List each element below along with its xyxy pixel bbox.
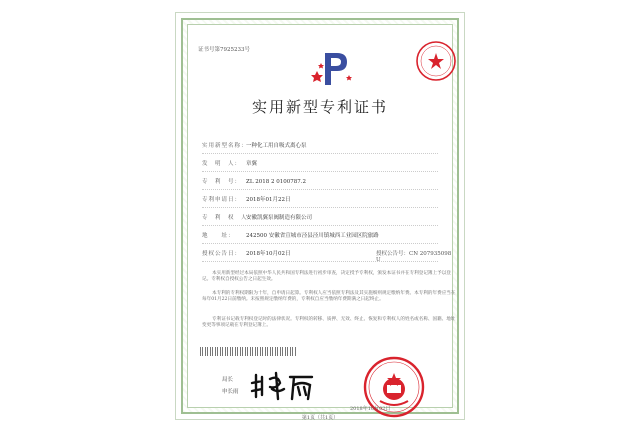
divider xyxy=(202,261,438,262)
certificate-paragraph-2: 本专利的专利权期限为十年，自申请日起算。专利权人应当依照专利法及其实施细则规定缴纳年费。本专利的年费应当在每年01月22日前缴纳。未按照规定缴纳年费的，专利权自应当缴纳年费期满之日起终止。 xyxy=(202,291,456,303)
field-value: 章翼 xyxy=(246,161,258,167)
certificate-border xyxy=(181,18,459,421)
field-label: 专 利 号： xyxy=(202,179,242,185)
divider xyxy=(202,153,438,154)
barcode xyxy=(200,347,296,356)
page-footer: 第1页（共1页） xyxy=(301,415,339,421)
field-value: 2018年10月02日 xyxy=(246,251,291,257)
field-label: 地 址： xyxy=(202,233,235,239)
field-value: 一种化工用自吸式离心泵 xyxy=(246,143,307,149)
certificate-number: 证书号第7925233号 xyxy=(198,47,250,53)
patent-certificate xyxy=(175,12,465,420)
field-application-date xyxy=(202,195,291,203)
field-label: 发 明 人： xyxy=(202,161,242,167)
field-utility-name xyxy=(202,141,307,149)
certificate-title: 实用新型专利证书 xyxy=(251,98,388,116)
divider xyxy=(202,243,438,244)
field-value: ZL 2018 2 0100787.2 xyxy=(246,179,306,185)
divider xyxy=(202,207,438,208)
seal-date: 2018年10月02日 xyxy=(350,406,391,412)
field-value: 242500 安徽省宣城市泾县泾川镇城西工业园区院旅路 xyxy=(246,233,379,239)
field-value: 2018年01月22日 xyxy=(246,197,291,203)
field-patentee xyxy=(202,213,312,221)
director-title: 局长 xyxy=(222,377,234,383)
director-name: 申长雨 xyxy=(222,389,239,395)
patent-stamp-icon xyxy=(414,39,458,83)
field-label: 授权公告日： xyxy=(202,251,242,257)
certificate-body xyxy=(187,24,456,421)
divider xyxy=(202,225,438,226)
field-inventor xyxy=(202,159,257,167)
field-label: 专利申请日： xyxy=(202,197,242,203)
field-grant-date xyxy=(202,249,291,257)
publication-number-value: CN 207935098 U xyxy=(376,251,452,263)
patent-office-logo-icon xyxy=(311,45,357,91)
divider xyxy=(202,189,438,190)
certificate-paragraph-1: 本实用新型经过本局依照中华人民共和国专利法进行初步审查，决定授予专利权，颁发本证书并在专利登记簿上予以登记。专利权自授权公告之日起生效。 xyxy=(202,271,451,283)
field-label: 专 利 权 人： xyxy=(202,215,255,221)
field-value: 安徽凯翼泵阀制造有限公司 xyxy=(246,215,313,221)
field-patent-number xyxy=(202,177,306,185)
divider xyxy=(202,171,438,172)
certificate-paragraph-3: 专利证书记载专利权登记时的法律状况。专利权的转移、质押、无效、终止、恢复和专利权人的姓名或名称、国籍、地址变更等事项记载在专利登记簿上。 xyxy=(202,317,456,329)
field-address xyxy=(202,231,379,239)
director-signature xyxy=(248,369,318,403)
publication-number-label: 授权公告号： xyxy=(376,251,410,257)
field-label: 实用新型名称： xyxy=(202,143,248,149)
